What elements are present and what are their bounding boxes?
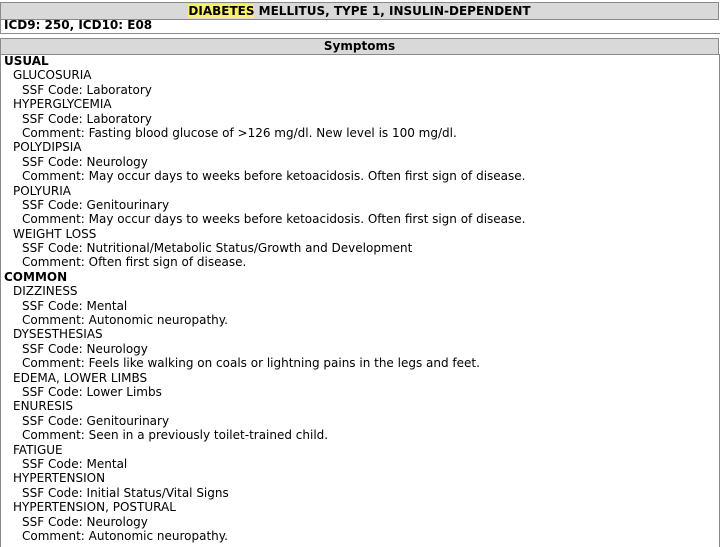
ssf-code: SSF Code: Laboratory [22,111,152,126]
symptom-item [1,140,719,183]
symptom-item [1,227,719,270]
symptom-item [1,471,719,500]
ssf-code: SSF Code: Laboratory [22,82,152,97]
symptom-name: POLYURIA [13,183,71,198]
symptom-name: HYPERTENSION, POSTURAL [13,500,176,515]
ssf-code: SSF Code: Neurology [22,514,148,529]
symptom-comment: Comment: Fasting blood glucose of >126 mg/dl. New level is 100 mg/dl. [22,125,457,140]
icd-codes: ICD9: 250, ICD10: E08 [0,18,720,34]
ssf-code: SSF Code: Mental [22,298,128,313]
symptom-item [1,500,719,543]
ssf-code: SSF Code: Nutritional/Metabolic Status/Growth and Development [22,241,413,256]
symptom-item [1,399,719,442]
symptom-item [1,327,719,370]
title-rest: MELLITUS, TYPE 1, INSULIN-DEPENDENT [254,4,531,18]
symptom-name: WEIGHT LOSS [13,226,97,241]
symptom-name: EDEMA, LOWER LIMBS [13,370,148,385]
symptom-item [1,371,719,400]
symptom-name: FATIGUE [13,442,63,457]
symptom-item [1,443,719,472]
section-header-symptoms: Symptoms [0,38,719,55]
symptom-comment: Comment: Feels like walking on coals or lightning pains in the legs and feet. [22,356,480,371]
symptom-item [1,68,719,97]
symptom-name: DYSESTHESIAS [13,327,103,342]
symptom-comment: Comment: Seen in a previously toilet-trained child. [22,428,329,443]
ssf-code: SSF Code: Genitourinary [22,413,170,428]
symptom-comment: Comment: Autonomic neuropathy. [22,528,228,543]
symptom-name: GLUCOSURIA [13,68,92,83]
ssf-code: SSF Code: Neurology [22,341,148,356]
symptom-name: DIZZINESS [13,284,78,299]
symptom-comment: Comment: Often first sign of disease. [22,255,247,270]
symptom-comment: Comment: Autonomic neuropathy. [22,313,228,328]
symptom-item [1,184,719,227]
symptom-name: ENURESIS [13,399,74,414]
ssf-code: SSF Code: Genitourinary [22,197,170,212]
symptom-name: HYPERTENSION [13,471,106,486]
symptom-item [1,284,719,327]
group-label-common: COMMON [4,269,68,284]
ssf-code: SSF Code: Initial Status/Vital Signs [22,485,229,500]
title-highlight: DIABETES [188,4,255,18]
ssf-code: SSF Code: Mental [22,456,128,471]
symptom-comment: Comment: May occur days to weeks before ketoacidosis. Often first sign of disease. [22,169,526,184]
symptoms-list [0,54,720,547]
ssf-code: SSF Code: Neurology [22,154,148,169]
symptom-item [1,97,719,140]
group-label-usual: USUAL [4,54,49,68]
symptom-name: POLYDIPSIA [13,140,82,155]
symptom-name: HYPERGLYCEMIA [13,97,112,112]
ssf-code: SSF Code: Lower Limbs [22,384,162,399]
symptom-comment: Comment: May occur days to weeks before ketoacidosis. Often first sign of disease. [22,212,526,227]
